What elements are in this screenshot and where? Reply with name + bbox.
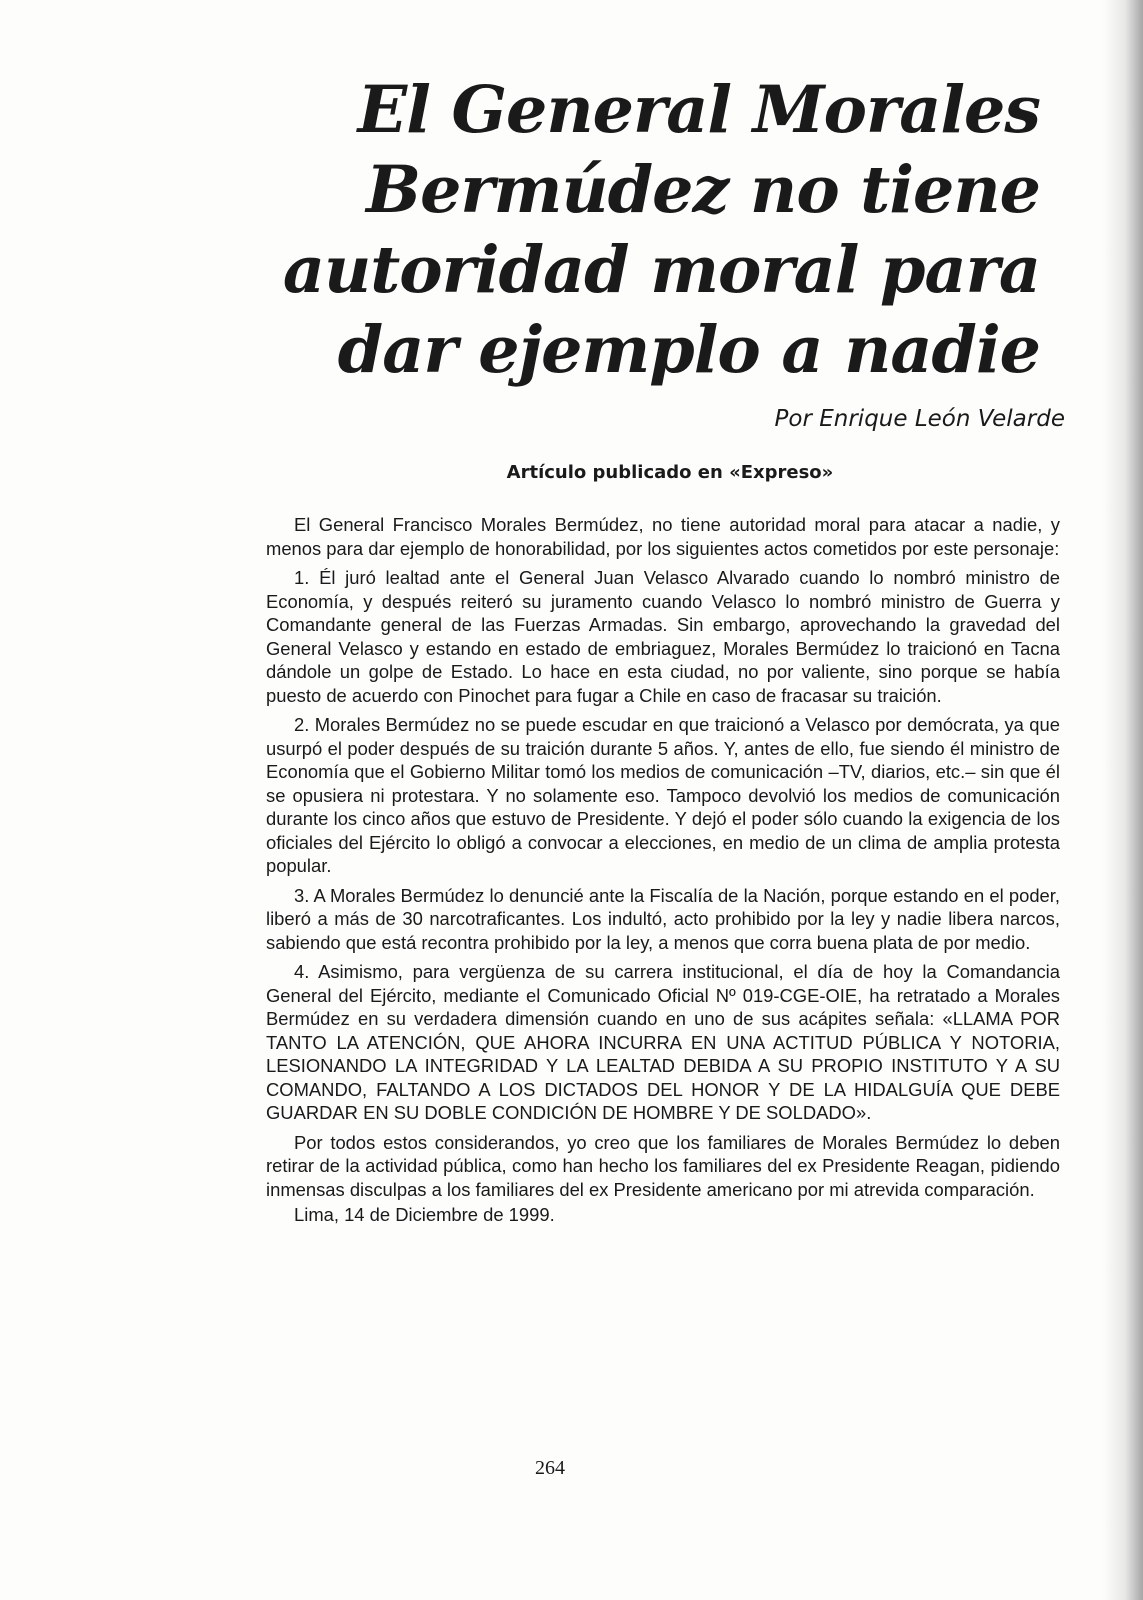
article-author: Por Enrique León Velarde — [774, 406, 1065, 432]
paragraph-conclusion: Por todos estos considerandos, yo creo que los familiares de Morales Bermúdez lo deben retirar de la actividad pública, como han hecho los familiares del ex Presidente Reagan, pidiendo inmensas disculpas a los familiares del ex Presidente americano por mi atrevida comparación. — [266, 1131, 1060, 1200]
paragraph-point-1: 1. Él juró lealtad ante el General Juan Velasco Alvarado cuando lo nombró ministro de Economía, y después reiteró su juramento cuando Velasco lo nombró ministro de Guerra y Comandante general de las Fuerzas Armadas. Sin embargo, aprovechando la gravedad del General Velasco y estando en estado de embriaguez, Morales Bermúdez lo traicionó en Tacna dándole un golpe de Estado. Lo hace en esta ciudad, no por valiente, sino porque se había puesto de acuerdo con Pinochet para fugar a Chile en caso de fracasar su traición. — [266, 567, 1060, 706]
title-line: autoridad moral para — [282, 232, 1040, 308]
title-line: El General Morales — [357, 72, 1040, 148]
paragraph-point-3: 3. A Morales Bermúdez lo denuncié ante la Fiscalía de la Nación, porque estando en el poder, liberó a más de 30 narcotraficantes. Los indultó, acto prohibido por la ley y nadie libera narcos, sabiendo que está recontra prohibido por la ley, a menos que corra buena plata de por medio. — [266, 884, 1060, 953]
article-title — [270, 70, 1040, 390]
article-body — [266, 513, 1060, 1233]
page-spine-shadow — [1103, 0, 1143, 1600]
title-line: Bermúdez no tiene — [366, 152, 1040, 228]
publication-note: Artículo publicado en «Expreso» — [506, 462, 834, 483]
page-number: 264 — [535, 1457, 565, 1479]
paragraph-point-2: 2. Morales Bermúdez no se puede escudar en que traicionó a Velasco por demócrata, ya que usurpó el poder después de su traición durante 5 años. Y, antes de ello, fue siendo él ministro de Economía que el Gobierno Militar tomó los medios de comunicación –TV, diarios, etc.– sin que él se opusiera ni protestara. Y no solamente eso. Tampoco devolvió los medios de comunicación durante los cinco años que estuvo de Presidente. Y dejó el poder sólo cuando la exigencia de los oficiales del Ejército lo obligó a convocar a elecciones, en medio de un clima de amplia protesta popular. — [266, 714, 1060, 876]
dateline: Lima, 14 de Diciembre de 1999. — [294, 1204, 555, 1225]
paragraph-intro: El General Francisco Morales Bermúdez, no tiene autoridad moral para atacar a nadie, y menos para dar ejemplo de honorabilidad, por los siguientes actos cometidos por este personaje: — [266, 514, 1060, 559]
title-line: dar ejemplo a nadie — [337, 312, 1040, 388]
paragraph-point-4: 4. Asimismo, para vergüenza de su carrera institucional, el día de hoy la Comandancia General del Ejército, mediante el Comunicado Oficial Nº 019-CGE-OIE, ha retratado a Morales Bermúdez en su verdadera dimensión cuando en uno de sus acápites señala: «LLAMA POR TANTO LA ATENCIÓN, QUE AHORA INCURRA EN UNA ACTITUD PÚBLICA Y NOTORIA, LESIONANDO LA INTEGRIDAD Y LA LEALTAD DEBIDA A SU PROPIO INSTITUTO Y A SU COMANDO, FALTANDO A LOS DICTADOS DEL HONOR Y DE LA HIDALGUÍA QUE DEBE GUARDAR EN SU DOBLE CONDICIÓN DE HOMBRE Y DE SOLDADO». — [266, 961, 1060, 1123]
